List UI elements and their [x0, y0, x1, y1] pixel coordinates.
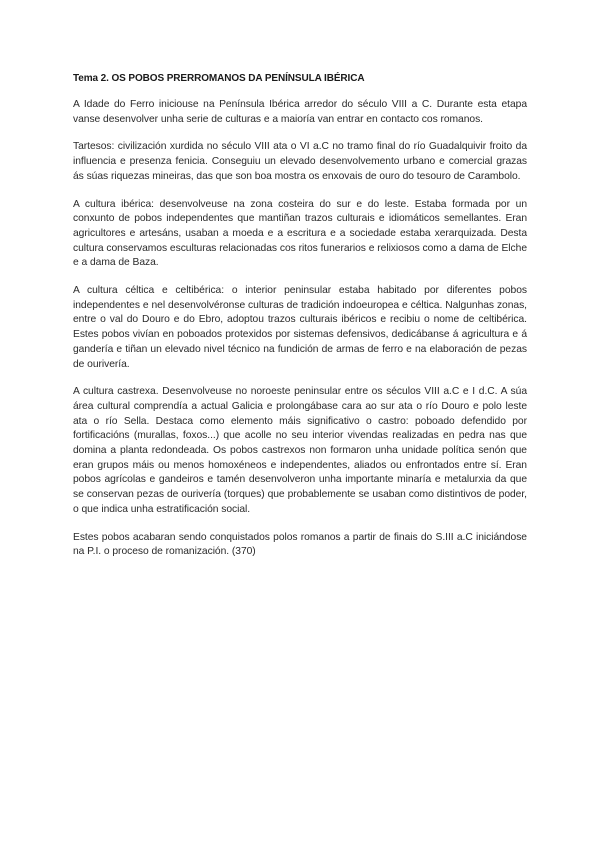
paragraph-celtica: A cultura céltica e celtibérica: o interior peninsular estaba habitado por diferentes pobos independentes e nel desenvolvéronse culturas de tradición indoeuropea e céltica. Nalgunhas zonas, entre o val do Douro e do Ebro, adoptou trazos culturais ibéricos e recibiu o nome de celtibérica. Estes pobos vivían en poboados protexidos por sistemas defensivos, dedicábanse á agricultura e á gandería e tiñan un elevado nivel técnico na fundición de armas de ferro e na elaboración de pezas de ourivería. — [73, 285, 527, 370]
paragraph-castrexa: A cultura castrexa. Desenvolveuse no noroeste peninsular entre os séculos VIII a.C e I d.C. A súa área cultural comprendía a actual Galicia e prolongábase cara ao sur ata o río Douro e polo leste ata o río Sella. Destaca como elemento máis significativo o castro: poboado defendido por fortificacións (murallas, foxos...) que acolle no seu interior vivendas realizadas en pedra nas que domina a planta redondeada. Os pobos castrexos non formaron unha unidade política senón que eran grupos máis ou menos homoxéneos e independentes, aliados ou enfrontados entre sí. Eran pobos agrícolas e gandeiros e tamén desenvolveron unha importante minaría e metalurxia da que se conservan pezas de ourivería (torques) que probablemente se usaban como distintivos de poder, o que indica unha estratificación social. — [73, 386, 527, 515]
document-title: Tema 2. OS POBOS PRERROMANOS DA PENÍNSULA IBÉRICA — [73, 73, 365, 84]
paragraph-intro: A Idade do Ferro iniciouse na Península Ibérica arredor do século VIII a C. Durante esta etapa vanse desenvolver unha serie de culturas e a maioría van entrar en contacto cos romanos. — [73, 99, 527, 125]
paragraph-conclusion: Estes pobos acabaran sendo conquistados polos romanos a partir de finais do S.III a.C iniciándose na P.I. o proceso de romanización. (370) — [73, 531, 527, 558]
paragraph-tartesos: Tartesos: civilización xurdida no século VIII ata o VI a.C no tramo final do río Guadalquivir froito da influencia e presenza fenicia. Conseguiu un elevado desenvolvemento urbano e comercial grazas ás súas riquezas mineiras, das que son boa mostra os enxovais de ouro do tesouro de Carambolo. — [73, 141, 527, 182]
paragraph-iberica: A cultura ibérica: desenvolveuse na zona costeira do sur e do leste. Estaba formada por un conxunto de pobos independentes que mantiñan trazos culturais e idiomáticos semellantes. Eran agricultores e artesáns, usaban a moeda e a escritura e a sociedade estaba xerarquizada. Desta cultura conservamos esculturas relacionadas cos ritos funerarios e relixiosos como a dama de Elche e a dama de Baza. — [73, 198, 527, 269]
document-page — [73, 73, 527, 573]
